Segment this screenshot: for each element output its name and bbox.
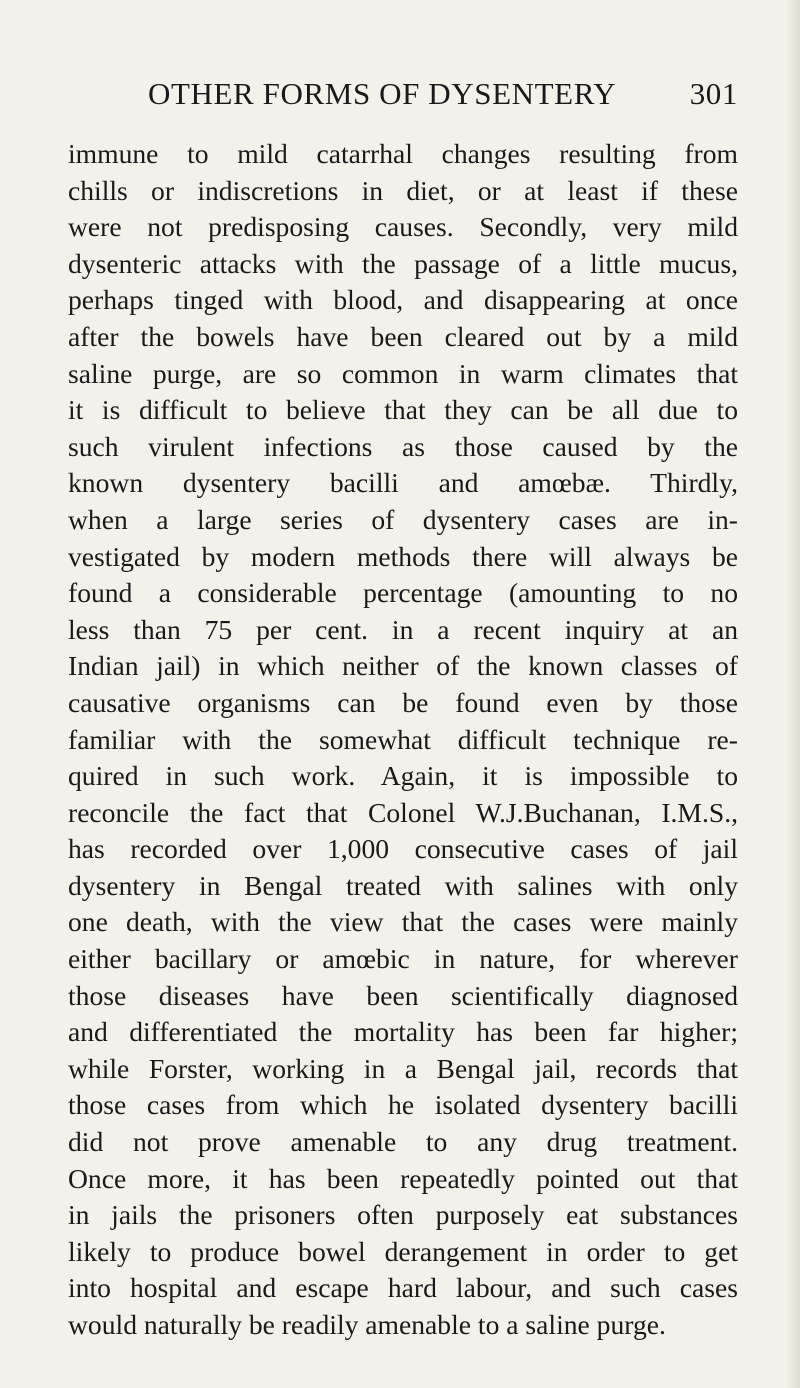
running-title: OTHER FORMS OF DYSENTERY [148,76,617,111]
page-number: 301 [689,76,738,111]
text-line: immune to mild catarrhal changes resulting from [68,138,738,169]
text-line: Indian jail) in which neither of the known classes of [68,650,738,682]
text-line: when a large series of dysentery cases are in- [68,503,738,535]
text-line: would naturally be readily amenable to a saline purge. [68,1309,666,1340]
text-line: after the bowels have been cleared out by a mild [68,320,738,352]
text-line: either bacillary or amœbic in nature, for wherever [68,943,738,975]
text-line: chills or indiscretions in diet, or at least if these [68,174,738,206]
text-line: and differentiated the mortality has been far higher; [68,1016,738,1048]
text-line: those diseases have been scientifically diagnosed [68,979,738,1011]
text-line: in jails the prisoners often purposely eat substances [68,1199,738,1231]
text-line: such virulent infections as those caused by the [68,430,738,462]
text-line: less than 75 per cent. in a recent inquiry at an [68,613,738,645]
text-line: familiar with the somewhat difficult technique re- [68,723,738,755]
text-line: saline purge, are so common in warm climates that [68,357,738,389]
text-line: it is difficult to believe that they can be all due to [68,394,738,426]
text-line: dysentery in Bengal treated with salines with only [68,869,738,901]
text-line: vestigated by modern methods there will always be [68,540,738,572]
text-line: reconcile the fact that Colonel W.J.Buchanan, I.M.S., [68,796,738,828]
text-line: perhaps tinged with blood, and disappearing at once [68,284,738,316]
text-line: were not predisposing causes. Secondly, very mild [68,211,738,243]
page-header [148,76,738,116]
text-line: Once more, it has been repeatedly pointed out that [68,1162,738,1194]
text-line: known dysentery bacilli and amœbæ. Thirdly, [68,467,738,499]
text-line: causative organisms can be found even by those [68,686,738,718]
text-line: one death, with the view that the cases were mainly [68,906,738,938]
body-paragraph [68,136,738,1344]
text-line: quired in such work. Again, it is impossible to [68,760,738,792]
page-edge-shadow [786,0,800,1388]
text-line: found a considerable percentage (amounting to no [68,577,738,609]
text-line: likely to produce bowel derangement in order to get [68,1235,738,1267]
text-line: has recorded over 1,000 consecutive cases of jail [68,833,738,865]
text-line: those cases from which he isolated dysentery bacilli [68,1089,738,1121]
text-line: while Forster, working in a Bengal jail, records that [68,1052,738,1084]
text-line: into hospital and escape hard labour, and such cases [68,1272,738,1304]
text-line: did not prove amenable to any drug treatment. [68,1126,738,1158]
text-line: dysenteric attacks with the passage of a little mucus, [68,247,738,279]
